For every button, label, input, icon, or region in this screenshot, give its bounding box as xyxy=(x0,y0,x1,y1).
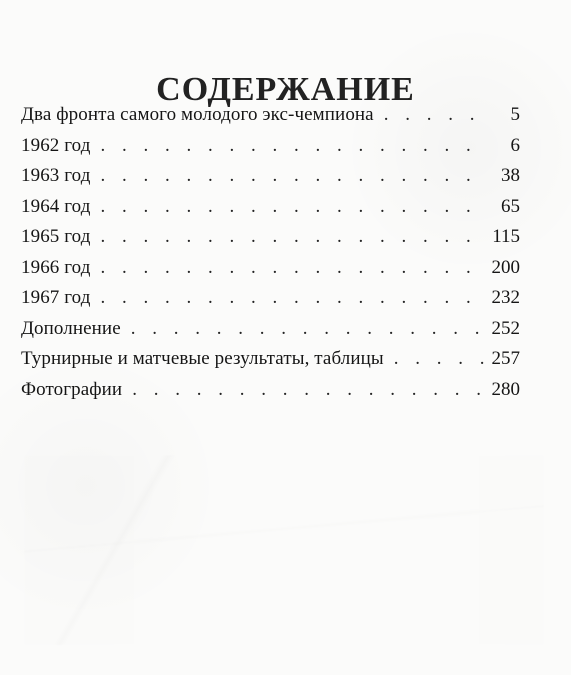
toc-page-number: 5 xyxy=(510,104,520,125)
toc-leader-dots xyxy=(384,104,485,126)
toc-row xyxy=(21,287,520,318)
page-title: СОДЕРЖАНИЕ xyxy=(156,70,415,108)
toc-row xyxy=(21,318,520,349)
toc-row xyxy=(21,226,520,257)
toc-row xyxy=(21,104,520,135)
bleed-through-texture xyxy=(24,455,544,645)
table-of-contents xyxy=(21,104,520,409)
toc-leader-dots xyxy=(131,318,485,340)
toc-row xyxy=(21,348,520,379)
toc-page-number: 65 xyxy=(501,195,520,217)
toc-page-number: 252 xyxy=(491,317,520,339)
toc-entry-label: 1964 год xyxy=(21,195,91,217)
toc-row xyxy=(21,257,520,288)
toc-row xyxy=(21,165,520,196)
toc-leader-dots xyxy=(101,287,485,309)
toc-page-number: 6 xyxy=(510,134,520,156)
toc-page-number: 280 xyxy=(491,378,520,400)
toc-row xyxy=(21,379,520,410)
toc-entry-label: Два фронта самого молодого экс-чемпиона xyxy=(21,104,374,125)
toc-entry-label: Фотографии xyxy=(21,378,123,400)
toc-row xyxy=(21,196,520,227)
toc-page-number: 257 xyxy=(491,348,520,369)
toc-entry-label: 1963 год xyxy=(21,165,91,186)
toc-page-number: 38 xyxy=(501,165,520,186)
toc-leader-dots xyxy=(101,226,486,248)
toc-entry-label: Дополнение xyxy=(21,317,121,339)
toc-leader-dots xyxy=(132,379,484,401)
toc-page-number: 200 xyxy=(491,256,520,278)
toc-leader-dots xyxy=(394,348,485,370)
toc-leader-dots xyxy=(101,165,486,187)
toc-row xyxy=(21,135,520,166)
toc-entry-label: 1965 год xyxy=(21,226,91,247)
toc-entry-label: 1962 год xyxy=(21,134,91,156)
toc-leader-dots xyxy=(101,135,486,157)
toc-leader-dots xyxy=(101,257,485,279)
toc-page-number: 232 xyxy=(491,287,520,308)
toc-entry-label: Турнирные и матчевые результаты, таблицы xyxy=(21,348,384,369)
toc-entry-label: 1967 год xyxy=(21,287,91,308)
toc-leader-dots xyxy=(101,196,486,218)
toc-page-number: 115 xyxy=(492,226,520,247)
toc-entry-label: 1966 год xyxy=(21,256,91,278)
